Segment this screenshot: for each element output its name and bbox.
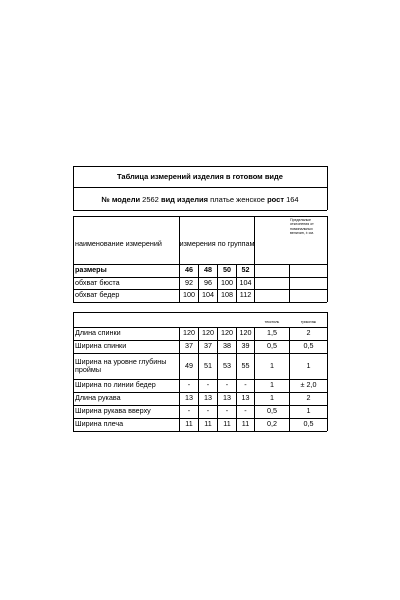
body-measure-value: 104	[202, 290, 214, 300]
size-groups-header: измерения по группам	[179, 238, 255, 248]
body-measure-value: 96	[204, 277, 212, 287]
table-rule	[327, 166, 328, 210]
body-measure-name: обхват бюста	[75, 277, 120, 287]
product-label: вид изделия	[160, 195, 209, 204]
table-rule	[254, 327, 255, 431]
table-rule	[179, 216, 180, 302]
garment-measure-name: Ширина по линии бедер	[75, 380, 156, 390]
garment-measure-value: 11	[223, 419, 231, 429]
garment-measure-value: 13	[241, 393, 250, 403]
garment-measure-value: -	[225, 406, 229, 416]
garment-measure-name: Длина спинки	[75, 328, 121, 338]
textile-tolerance: 0,5	[267, 341, 277, 351]
garment-measure-value: 53	[223, 360, 231, 370]
knit-tolerance: 0,5	[303, 419, 314, 429]
sizes-label: размеры	[75, 265, 107, 275]
textile-tolerance: 0,2	[267, 419, 277, 429]
size-value: 52	[241, 265, 250, 275]
knit-header: трикотаж	[300, 320, 317, 324]
garment-measure-value: 11	[185, 419, 193, 429]
knit-tolerance: 2	[306, 393, 311, 403]
garment-measure-value: -	[225, 380, 229, 390]
garment-measure-value: -	[206, 380, 210, 390]
textile-tolerance: 1	[270, 393, 274, 403]
body-measure-value: 92	[185, 277, 193, 287]
table-rule	[327, 312, 328, 431]
table-rule	[73, 166, 327, 167]
body-measure-name: обхват бедер	[75, 290, 120, 300]
table-rule	[217, 327, 218, 431]
model-label: № модели	[101, 195, 141, 204]
table-rule	[73, 431, 327, 432]
model-line	[73, 191, 327, 209]
tolerance-header: Предельные отклонения от номинальных величин, ± см.	[290, 218, 314, 236]
textile-header: текстиль	[264, 320, 280, 324]
garment-measure-value: 13	[185, 393, 193, 403]
body-measure-value: 112	[239, 290, 252, 300]
garment-measure-value: 38	[223, 341, 231, 351]
textile-tolerance: 0,5	[267, 406, 277, 416]
table-rule	[236, 327, 237, 431]
table-rule	[217, 264, 218, 302]
garment-measure-name: Ширина на уровне глубины проймы	[75, 356, 167, 374]
garment-measure-value: -	[206, 406, 210, 416]
garment-measure-value: 49	[185, 360, 193, 370]
table-rule	[198, 327, 199, 431]
table-rule	[73, 312, 74, 431]
table-rule	[254, 216, 255, 302]
garment-measure-name: Ширина спинки	[75, 341, 127, 351]
garment-measure-name: Ширина плеча	[75, 419, 124, 429]
garment-measure-value: 120	[202, 328, 214, 338]
garment-measure-value: -	[187, 380, 191, 390]
size-value: 46	[185, 265, 193, 275]
size-value: 48	[204, 265, 212, 275]
garment-measure-value: 51	[204, 360, 212, 370]
table-rule	[73, 216, 74, 302]
knit-tolerance: 2	[306, 328, 311, 338]
table-rule	[327, 216, 328, 302]
table-rule	[289, 327, 290, 431]
table-rule	[73, 312, 327, 313]
garment-measure-value: 37	[185, 341, 193, 351]
product-value: платье женское	[210, 195, 265, 204]
measurement-name-header: наименование измерений	[75, 238, 162, 248]
table-rule	[73, 216, 327, 217]
garment-measure-value: 13	[204, 393, 212, 403]
size-value: 50	[223, 265, 231, 275]
knit-tolerance: ± 2,0	[300, 380, 317, 390]
body-measure-value: 100	[221, 277, 233, 287]
model-number: 2562	[142, 195, 159, 204]
garment-measure-value: 55	[241, 360, 250, 370]
garment-measure-value: -	[187, 406, 191, 416]
table-rule	[73, 210, 327, 211]
garment-measure-value: -	[244, 406, 247, 416]
knit-tolerance: 0,5	[303, 341, 314, 351]
body-measure-value: 100	[183, 290, 195, 300]
table-rule	[179, 327, 180, 431]
textile-tolerance: 1	[270, 380, 274, 390]
garment-measure-value: -	[244, 380, 247, 390]
garment-measure-value: 120	[183, 328, 195, 338]
table-rule	[73, 187, 327, 188]
garment-measure-value: 37	[204, 341, 212, 351]
sheet-title: Таблица измерений изделия в готовом виде	[117, 172, 283, 181]
table-rule	[289, 264, 290, 302]
textile-tolerance: 1	[270, 360, 274, 370]
garment-measure-name: Ширина рукава вверху	[75, 406, 151, 416]
table-rule	[73, 166, 74, 210]
garment-measure-value: 11	[204, 419, 212, 429]
height-value: 164	[286, 195, 299, 204]
garment-measure-value: 11	[241, 419, 250, 429]
garment-measure-value: 39	[241, 341, 250, 351]
textile-tolerance: 1,5	[267, 328, 277, 338]
table-rule	[236, 264, 237, 302]
knit-tolerance: 1	[306, 406, 311, 416]
table-rule	[73, 302, 327, 303]
table-rule	[198, 264, 199, 302]
garment-measure-value: 120	[221, 328, 233, 338]
garment-measure-name: Длина рукава	[75, 393, 121, 403]
height-label: рост	[267, 195, 284, 204]
body-measure-value: 108	[221, 290, 233, 300]
garment-measure-value: 120	[239, 328, 252, 338]
knit-tolerance: 1	[306, 360, 311, 370]
garment-measure-value: 13	[223, 393, 231, 403]
body-measure-value: 104	[239, 277, 252, 287]
